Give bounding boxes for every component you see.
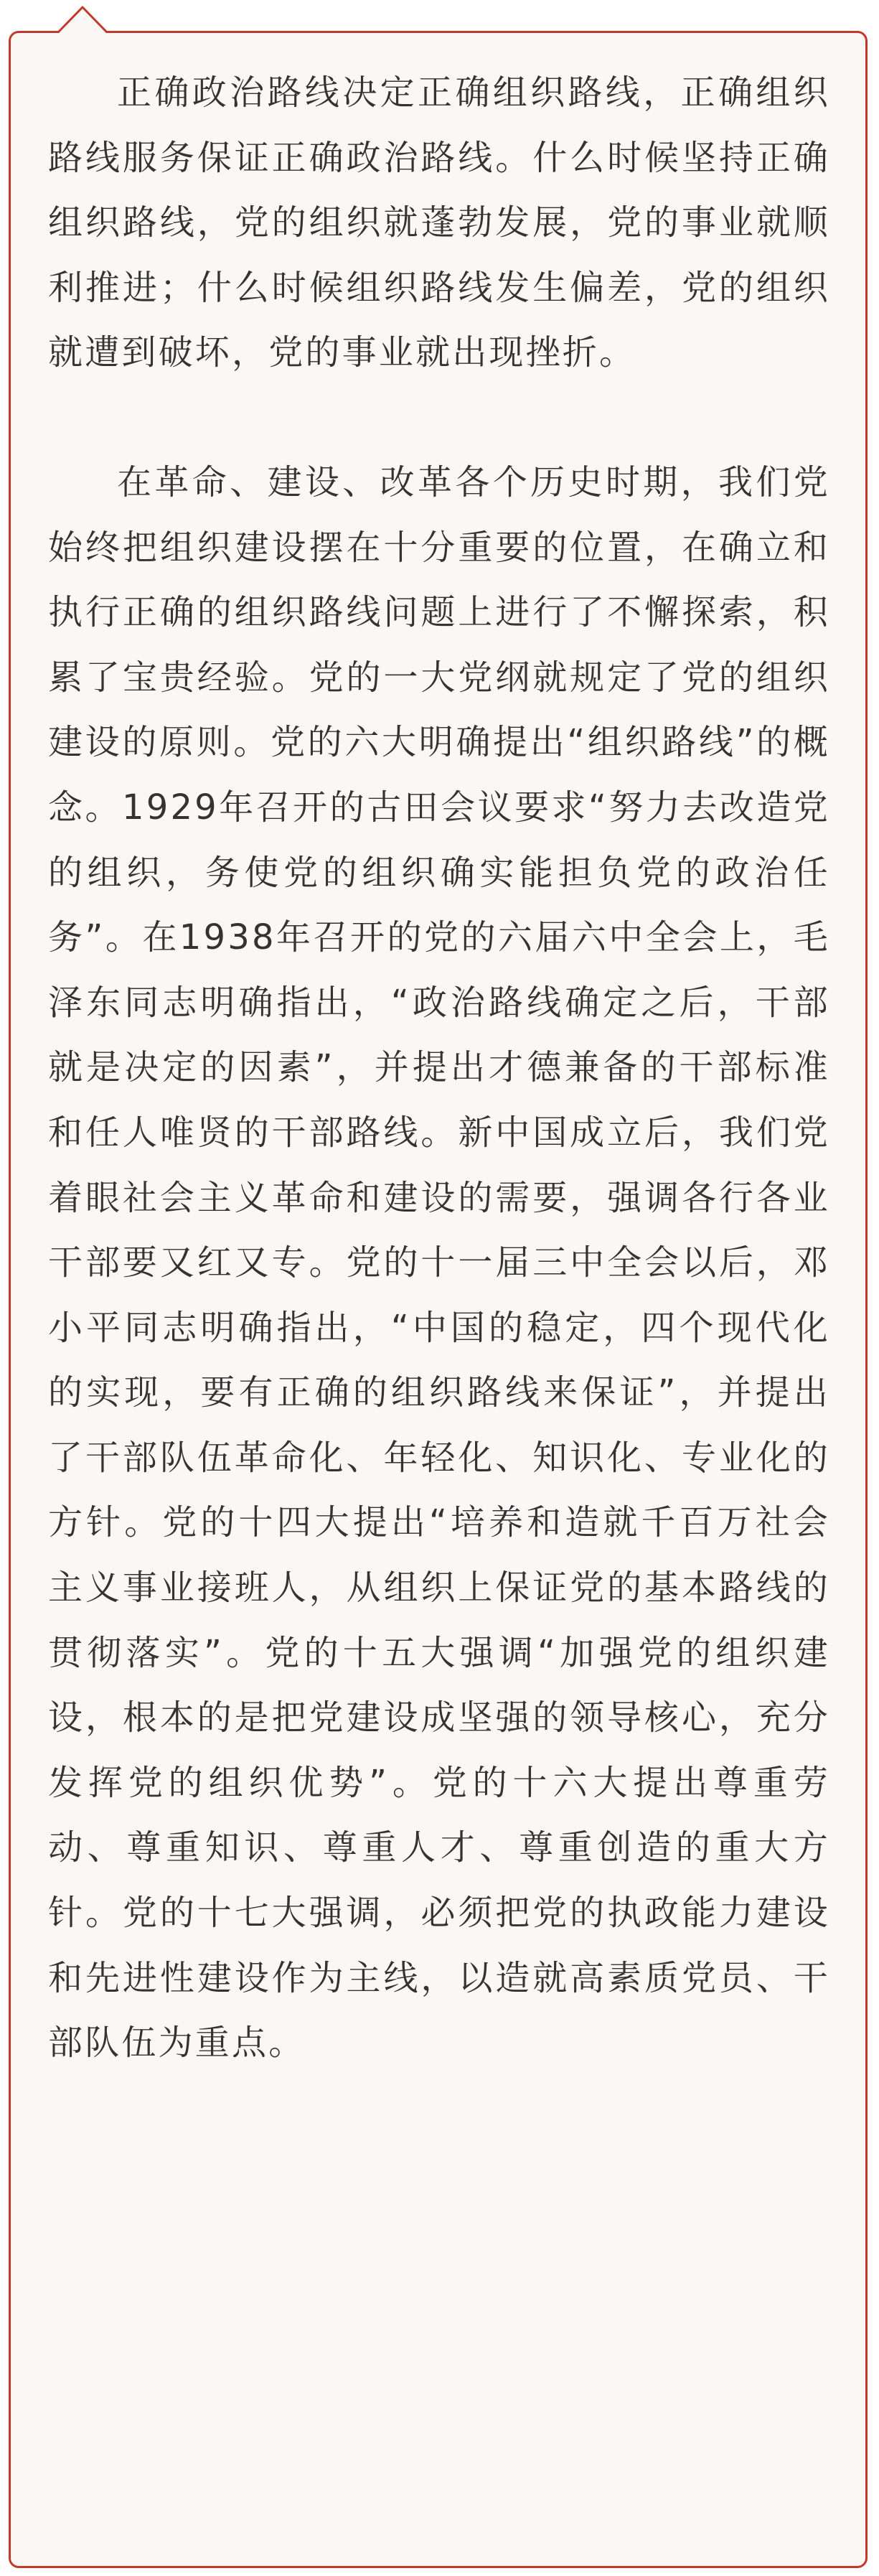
- article-body: [48, 60, 830, 2076]
- article-card: [9, 31, 868, 2568]
- callout-notch: [57, 0, 108, 33]
- paragraph-1: 正确政治路线决定正确组织路线，正确组织路线服务保证正确政治路线。什么时候坚持正确组织路线，党的组织就蓬勃发展，党的事业就顺利推进；什么时候组织路线发生偏差，党的组织就遭到破坏，党的事业就出现挫折。: [48, 72, 830, 373]
- paragraph-2: 在革命、建设、改革各个历史时期，我们党始终把组织建设摆在十分重要的位置，在确立和执行正确的组织路线问题上进行了不懈探索，积累了宝贵经验。党的一大党纲就规定了党的组织建设的原则。党的六大明确提出“组织路线”的概念。1929年召开的古田会议要求“努力去改造党的组织，务使党的组织确实能担负党的政治任务”。在1938年召开的党的六届六中全会上，毛泽东同志明确指出，“政治路线确定之后，干部就是决定的因素”，并提出才德兼备的干部标准和任人唯贤的干部路线。新中国成立后，我们党着眼社会主义革命和建设的需要，强调各行各业干部要又红又专。党的十一届三中全会以后，邓小平同志明确指出，“中国的稳定，四个现代化的实现，要有正确的组织路线来保证”，并提出了干部队伍革命化、年轻化、知识化、专业化的方针。党的十四大提出“培养和造就千百万社会主义事业接班人，从组织上保证党的基本路线的贯彻落实”。党的十五大强调“加强党的组织建设，根本的是把党建设成坚强的领导核心，充分发挥党的组织优势”。党的十六大提出尊重劳动、尊重知识、尊重人才、尊重创造的重大方针。党的十七大强调，必须把党的执政能力建设和先进性建设作为主线，以造就高素质党员、干部队伍为重点。: [48, 462, 830, 2064]
